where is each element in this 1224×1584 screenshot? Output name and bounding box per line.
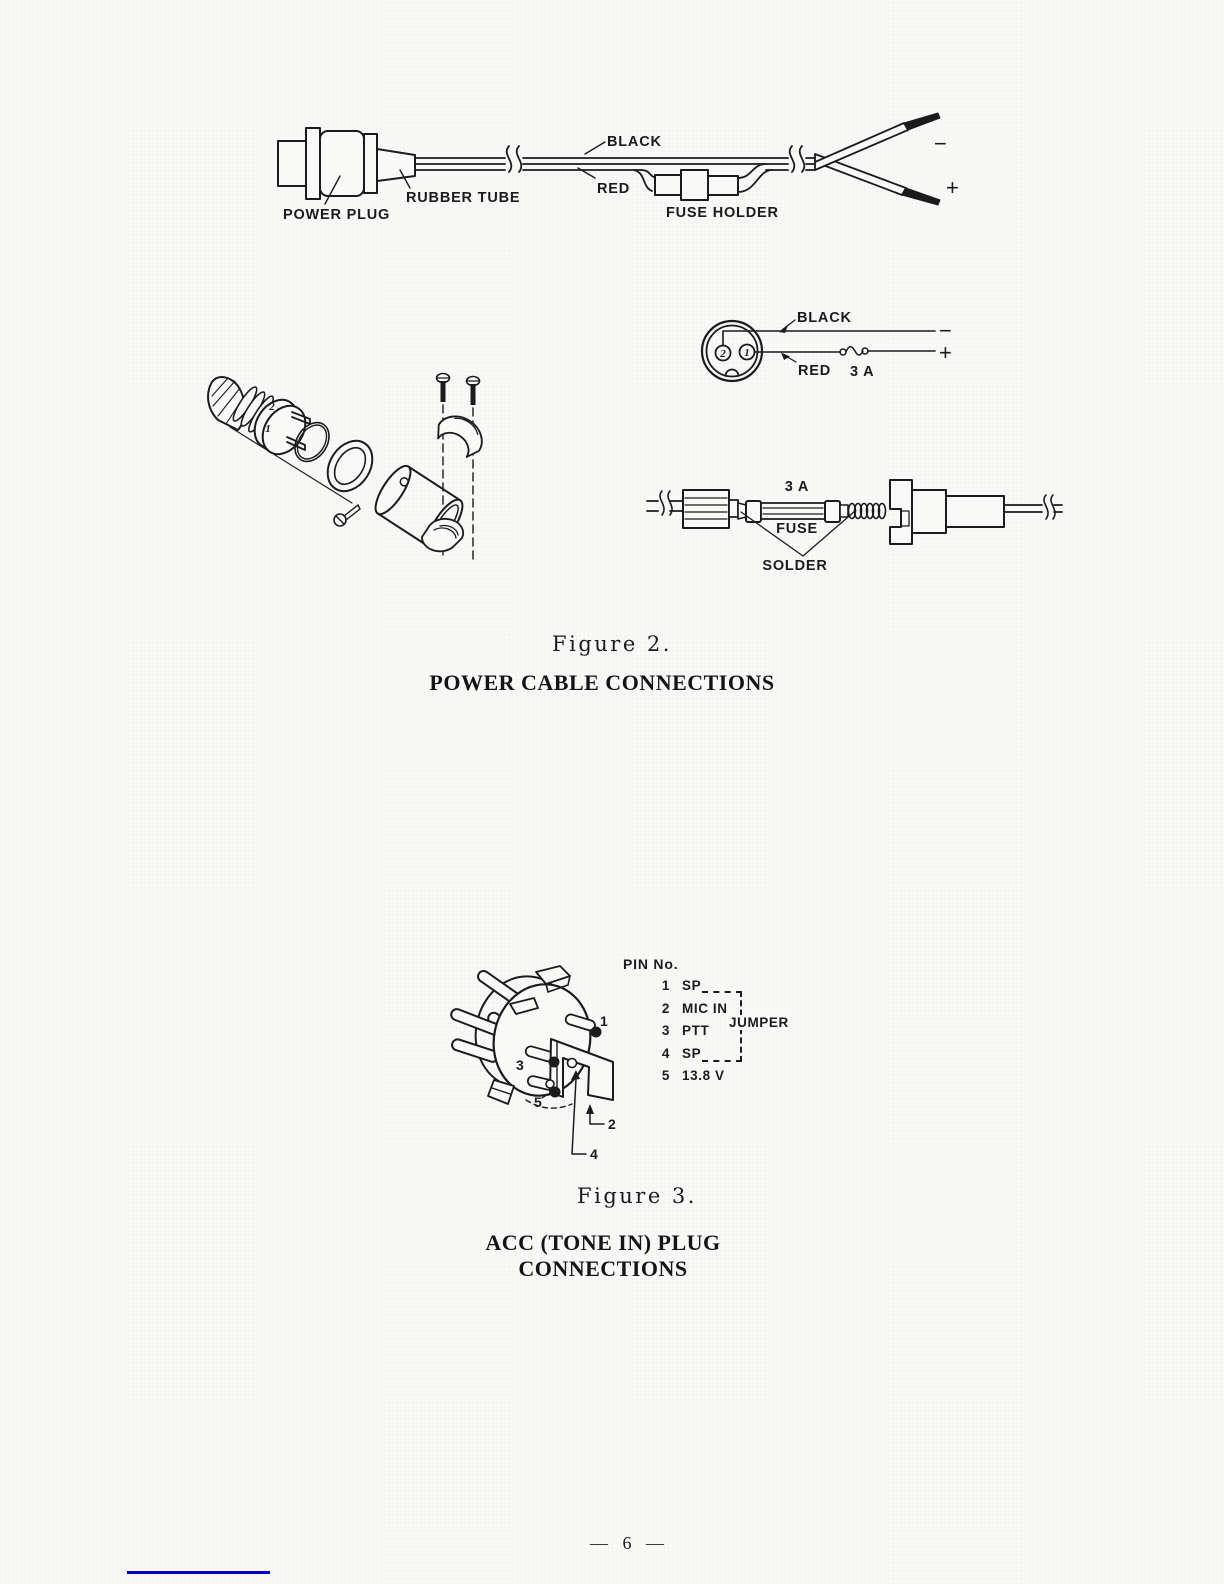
callout-pin-4: 4	[590, 1146, 598, 1162]
pin-number: 2	[661, 1000, 670, 1016]
figure2-label: Figure 2.	[552, 632, 672, 656]
plug-face-wiring-diagram	[653, 298, 975, 404]
pin-number: 1	[661, 978, 670, 993]
label-face-black: BLACK	[797, 310, 852, 326]
acc-plug-drawing	[450, 966, 613, 1154]
callout-pin-3: 3	[516, 1057, 524, 1073]
exploded-drawing	[208, 374, 490, 561]
label-exploded-pin-1: 1	[265, 423, 271, 435]
pin-row-5	[656, 1068, 813, 1091]
label-minus-terminal: −	[934, 131, 947, 156]
pin-number: 3	[661, 1023, 670, 1038]
power-cable-diagram	[258, 106, 970, 236]
callout-pin-2: 2	[608, 1116, 616, 1132]
label-fuse-holder: FUSE HOLDER	[666, 205, 779, 221]
label-assembly-fuse-rating: 3 A	[784, 479, 810, 495]
label-rubber-tube: RUBBER TUBE	[406, 190, 521, 206]
label-face-pin-1: 1	[744, 347, 750, 359]
pin-name: SP	[682, 1045, 702, 1061]
label-face-pin-2: 2	[720, 348, 726, 360]
label-face-minus: −	[939, 318, 952, 343]
figure3-title: ACC (TONE IN) PLUG CONNECTIONS	[485, 1230, 721, 1281]
pin-number: 4	[661, 1045, 670, 1061]
pin-list-heading: PIN No.	[623, 956, 679, 972]
acc-plug-diagram	[436, 946, 644, 1166]
label-exploded-pin-2: 2	[269, 401, 275, 413]
label-assembly-fuse: FUSE	[776, 521, 818, 537]
jumper-label: JUMPER	[726, 1015, 792, 1030]
label-black-wire: BLACK	[607, 134, 662, 150]
label-face-plus: +	[939, 340, 952, 365]
pin-name: SP	[682, 978, 702, 993]
fuse-assembly-drawing	[647, 480, 1062, 556]
figure2-title: POWER CABLE CONNECTIONS	[429, 670, 775, 695]
label-power-plug: POWER PLUG	[283, 207, 391, 223]
pin-name: PTT	[682, 1023, 710, 1038]
blue-underline-mark	[127, 1571, 270, 1574]
label-face-fuse-rating: 3 A	[850, 364, 875, 380]
callout-pin-1: 1	[600, 1013, 608, 1029]
label-plus-terminal: +	[946, 175, 959, 200]
label-assembly-solder: SOLDER	[762, 558, 828, 574]
pin-number: 5	[661, 1068, 670, 1083]
label-face-red: RED	[798, 363, 832, 379]
figure3-label: Figure 3.	[577, 1184, 697, 1208]
callout-pin-5: 5	[534, 1094, 542, 1110]
page-number: — 6 —	[590, 1533, 664, 1553]
pin-name: 13.8 V	[682, 1068, 725, 1083]
plug-exploded-diagram	[188, 350, 510, 572]
label-red-wire: RED	[597, 181, 631, 197]
pin-name: MIC IN	[682, 1000, 728, 1016]
fuse-assembly-diagram	[643, 458, 1067, 582]
